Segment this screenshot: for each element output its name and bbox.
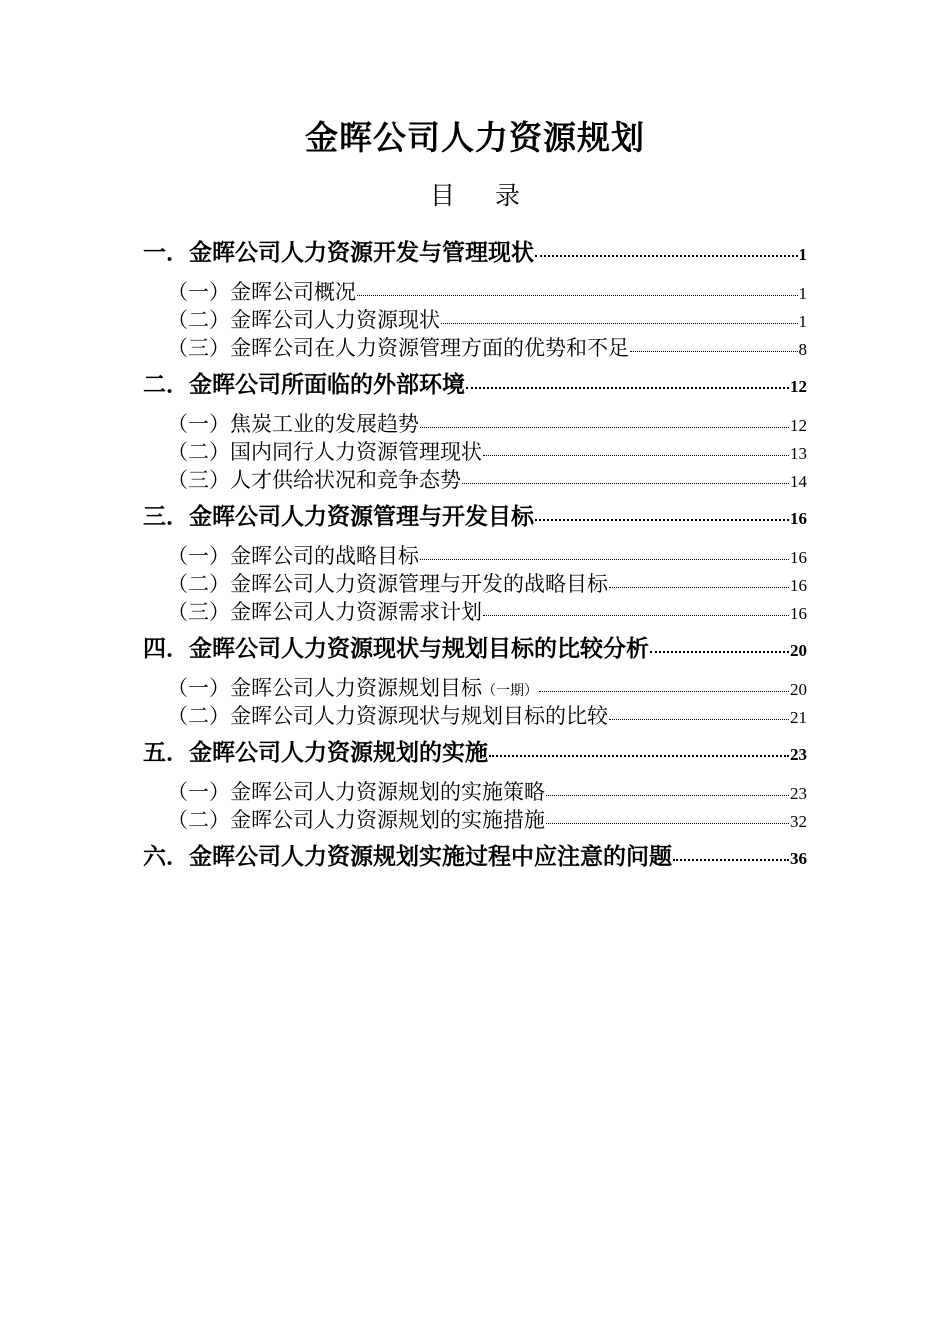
dot-leader [420, 559, 789, 560]
toc-page-number: 8 [798, 340, 807, 359]
dot-leader [466, 387, 789, 389]
toc-page-number: 1 [798, 284, 807, 303]
toc-page-number: 1 [798, 245, 807, 264]
toc-item-2-3[interactable] [143, 464, 807, 492]
toc-item-2-1[interactable] [143, 408, 807, 436]
toc-item-label: （二）金晖公司人力资源现状与规划目标的比较 [167, 704, 608, 728]
toc-item-label: （一）金晖公司概况 [167, 280, 356, 304]
toc-item-1-3[interactable] [143, 332, 807, 360]
toc-item-3-1[interactable] [143, 540, 807, 568]
toc-item-label: （一）金晖公司的战略目标 [167, 544, 419, 568]
dot-leader [357, 295, 798, 296]
dot-leader [630, 351, 798, 352]
toc-section-label: 五．金晖公司人力资源规划的实施 [143, 739, 488, 766]
toc-page-number: 16 [790, 548, 807, 567]
dot-leader [483, 455, 789, 456]
dot-leader [420, 427, 789, 428]
toc-section-1[interactable] [143, 234, 807, 270]
toc-page-number: 16 [790, 509, 807, 528]
table-of-contents [143, 232, 807, 874]
dot-leader [609, 719, 789, 720]
toc-page-number: 36 [790, 849, 807, 868]
toc-section-label: 一．金晖公司人力资源开发与管理现状 [143, 239, 534, 266]
toc-item-label: （一）焦炭工业的发展趋势 [167, 412, 419, 436]
toc-item-note: （一期） [482, 683, 538, 699]
toc-section-label: 三．金晖公司人力资源管理与开发目标 [143, 503, 534, 530]
dot-leader [546, 795, 789, 796]
toc-item-4-2[interactable] [143, 700, 807, 728]
dot-leader [441, 323, 798, 324]
dot-leader [546, 823, 789, 824]
dot-leader [489, 755, 789, 757]
toc-page-number: 23 [790, 784, 807, 803]
toc-section-6[interactable] [143, 838, 807, 874]
toc-page-number: 13 [790, 444, 807, 463]
toc-item-5-1[interactable] [143, 776, 807, 804]
toc-section-label: 四．金晖公司人力资源现状与规划目标的比较分析 [143, 635, 649, 662]
toc-section-label: 二．金晖公司所面临的外部环境 [143, 371, 465, 398]
toc-item-2-2[interactable] [143, 436, 807, 464]
toc-item-4-1[interactable] [143, 672, 807, 700]
dot-leader [650, 651, 789, 653]
toc-item-label [167, 672, 538, 702]
toc-item-1-1[interactable] [143, 276, 807, 304]
toc-page-number: 14 [790, 472, 807, 491]
toc-heading: 目录 [429, 181, 560, 210]
toc-page-number: 23 [790, 745, 807, 764]
toc-section-4[interactable] [143, 630, 807, 666]
toc-item-label: （三）人才供给状况和竞争态势 [167, 468, 461, 492]
toc-item-label-main: （一）金晖公司人力资源规划目标 [167, 676, 482, 700]
toc-page-number: 32 [790, 812, 807, 831]
toc-item-label: （三）金晖公司在人力资源管理方面的优势和不足 [167, 336, 629, 360]
dot-leader [673, 859, 789, 861]
toc-section-label: 六．金晖公司人力资源规划实施过程中应注意的问题 [143, 843, 672, 870]
toc-item-label: （二）金晖公司人力资源规划的实施措施 [167, 808, 545, 832]
toc-page-number: 21 [790, 708, 807, 727]
toc-item-label: （三）金晖公司人力资源需求计划 [167, 600, 482, 624]
toc-page-number: 20 [790, 641, 807, 660]
dot-leader [535, 255, 798, 257]
toc-item-3-2[interactable] [143, 568, 807, 596]
dot-leader [535, 519, 789, 521]
toc-item-label: （二）金晖公司人力资源现状 [167, 308, 440, 332]
toc-item-label: （二）国内同行人力资源管理现状 [167, 440, 482, 464]
toc-item-5-2[interactable] [143, 804, 807, 832]
toc-section-5[interactable] [143, 734, 807, 770]
toc-section-2[interactable] [143, 366, 807, 402]
toc-page-number: 16 [790, 576, 807, 595]
toc-page-number: 1 [798, 312, 807, 331]
dot-leader [609, 587, 789, 588]
toc-section-3[interactable] [143, 498, 807, 534]
toc-item-label: （一）金晖公司人力资源规划的实施策略 [167, 780, 545, 804]
toc-page-number: 12 [790, 416, 807, 435]
document-title: 金晖公司人力资源规划 [305, 118, 645, 157]
toc-page-number: 16 [790, 604, 807, 623]
dot-leader [539, 691, 789, 692]
dot-leader [462, 483, 789, 484]
dot-leader [483, 615, 789, 616]
toc-page-number: 12 [790, 377, 807, 396]
toc-page-number: 20 [790, 680, 807, 699]
toc-item-label: （二）金晖公司人力资源管理与开发的战略目标 [167, 572, 608, 596]
toc-item-3-3[interactable] [143, 596, 807, 624]
toc-item-1-2[interactable] [143, 304, 807, 332]
